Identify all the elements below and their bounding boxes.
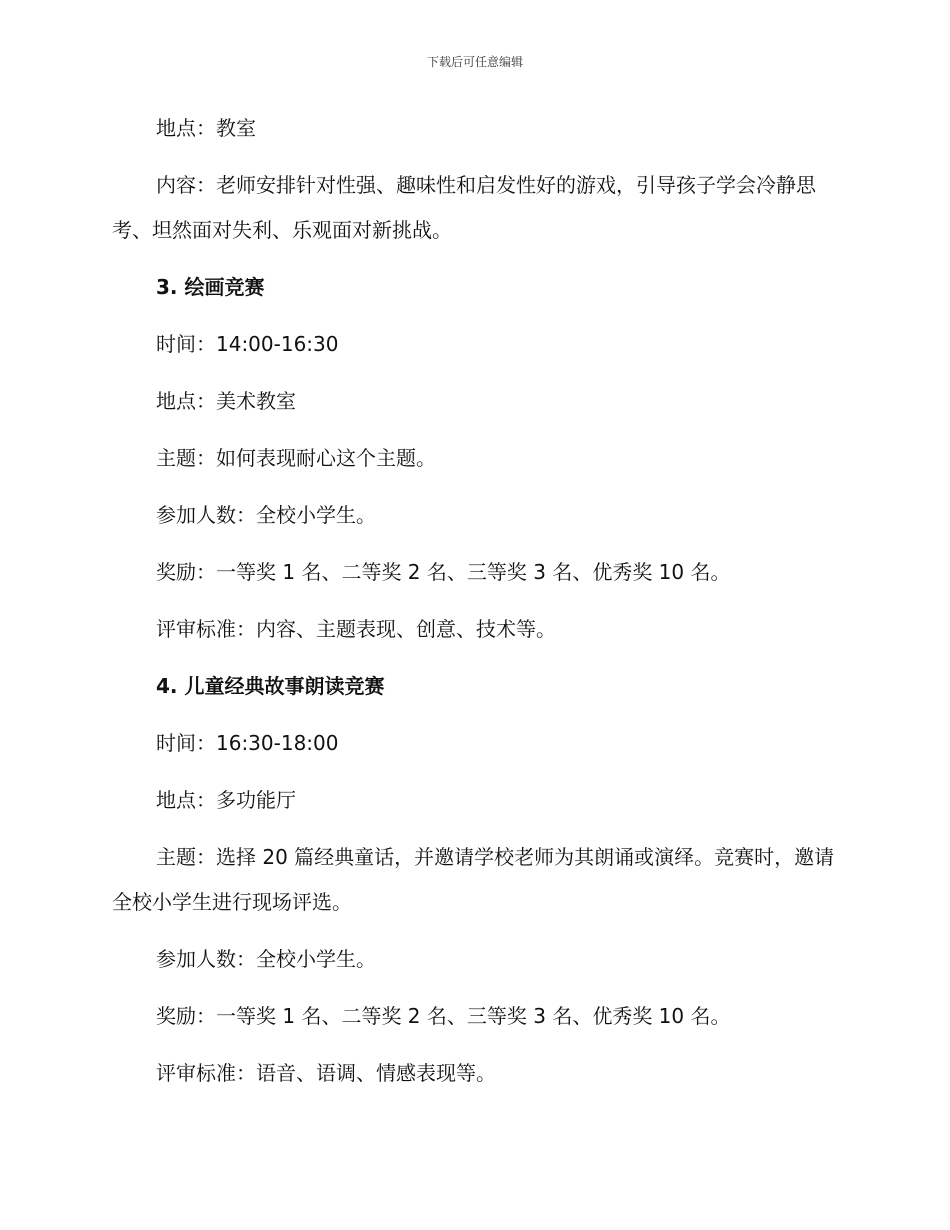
time-line: 时间：16:30-18:00 [156,731,339,755]
judging-criteria-line: 评审标准：内容、主题表现、创意、技术等。 [156,617,556,641]
participants-line: 参加人数：全校小学生。 [156,947,376,971]
participants-line: 参加人数：全校小学生。 [156,503,376,527]
judging-criteria-line: 评审标准：语音、语调、情感表现等。 [156,1061,496,1085]
content-paragraph: 内容：老师安排针对性强、趣味性和启发性好的游戏，引导孩子学会冷静思考、坦然面对失利、乐观面对新挑战。 [112,173,816,242]
location-line: 地点：多功能厅 [156,788,296,812]
page-header: 下载后可任意编辑 [426,55,523,69]
section-heading-story-reading-contest: 4. 儿童经典故事朗读竞赛 [156,674,385,698]
section-heading-drawing-contest: 3. 绘画竞赛 [156,275,265,299]
awards-line: 奖励：一等奖 1 名、二等奖 2 名、三等奖 3 名、优秀奖 10 名。 [156,560,731,584]
time-line: 时间：14:00-16:30 [156,332,339,356]
location-line: 地点：美术教室 [156,389,296,413]
awards-line: 奖励：一等奖 1 名、二等奖 2 名、三等奖 3 名、优秀奖 10 名。 [156,1004,731,1028]
document-body [112,106,836,1108]
theme-paragraph: 主题：选择 20 篇经典童话，并邀请学校老师为其朗诵或演绎。竞赛时，邀请全校小学生进行现场评选。 [112,845,835,914]
theme-line: 主题：如何表现耐心这个主题。 [156,446,436,470]
location-line: 地点：教室 [156,116,256,140]
